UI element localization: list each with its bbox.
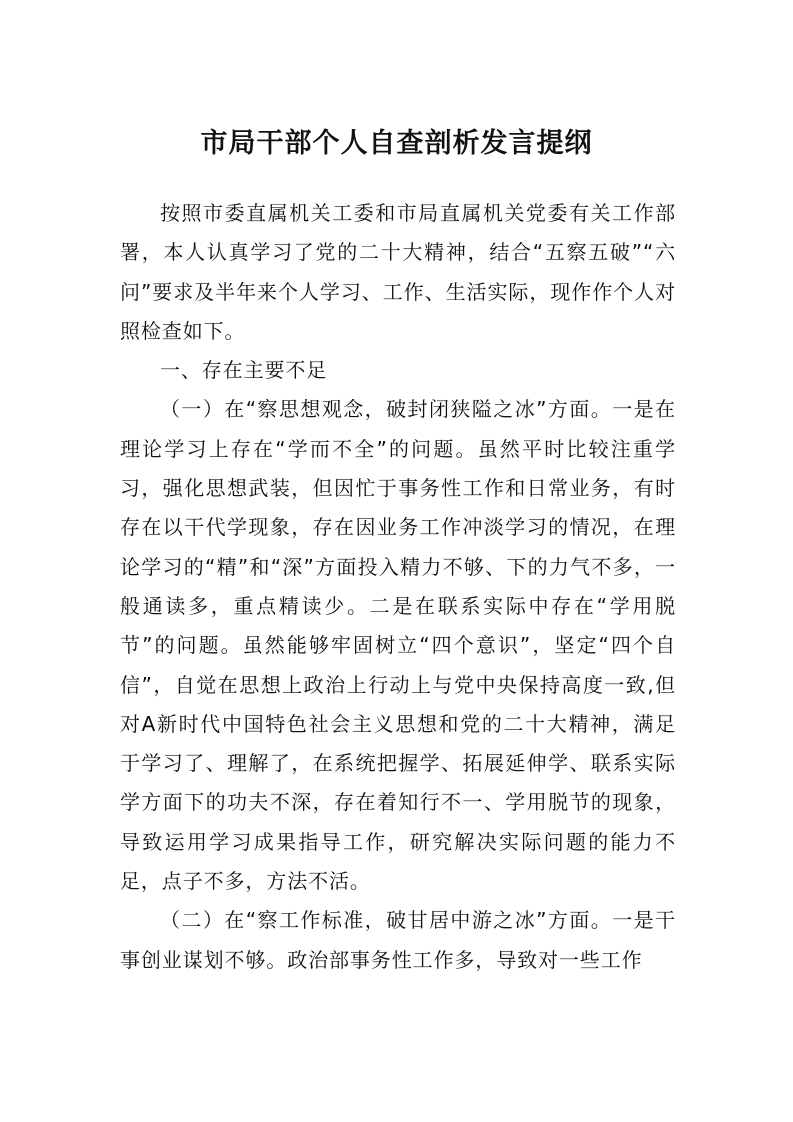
intro-paragraph: 按照市委直属机关工委和市局直属机关党委有关工作部署，本人认真学习了党的二十大精神，结合“五察五破”“六问”要求及半年来个人学习、工作、生活实际，现作作个人对照检查如下。 xyxy=(120,201,676,343)
document-title: 市局干部个人自查剖析发言提纲 xyxy=(200,128,593,159)
subsection-2-paragraph: （二）在“察工作标准，破甘居中游之冰”方面。一是干事创业谋划不够。政治部事务性工作多，导致对一些工作 xyxy=(120,908,676,972)
document-body xyxy=(120,194,676,980)
section-heading: 一、存在主要不足 xyxy=(160,358,328,383)
subsection-1-paragraph: （一）在“察思想观念，破封闭狭隘之冰”方面。一是在理论学习上存在“学而不全”的问题。虽然平时比较注重学习，强化思想武装，但因忙于事务性工作和日常业务，有时存在以干代学现象，存在因业务工作冲淡学习的情况，在理论学习的“精”和“深”方面投入精力不够、下的力气不多，一般通读多，重点精读少。二是在联系实际中存在“学用脱节”的问题。虽然能够牢固树立“四个意识”，坚定“四个自信”，自觉在思想上政治上行动上与党中央保持高度一致,但对A新时代中国特色社会主义思想和党的二十大精神，满足于学习了、理解了，在系统把握学、拓展延伸学、联系实际学方面下的功夫不深，存在着知行不一、学用脱节的现象，导致运用学习成果指导工作，研究解决实际问题的能力不足，点子不多，方法不活。 xyxy=(120,397,676,894)
